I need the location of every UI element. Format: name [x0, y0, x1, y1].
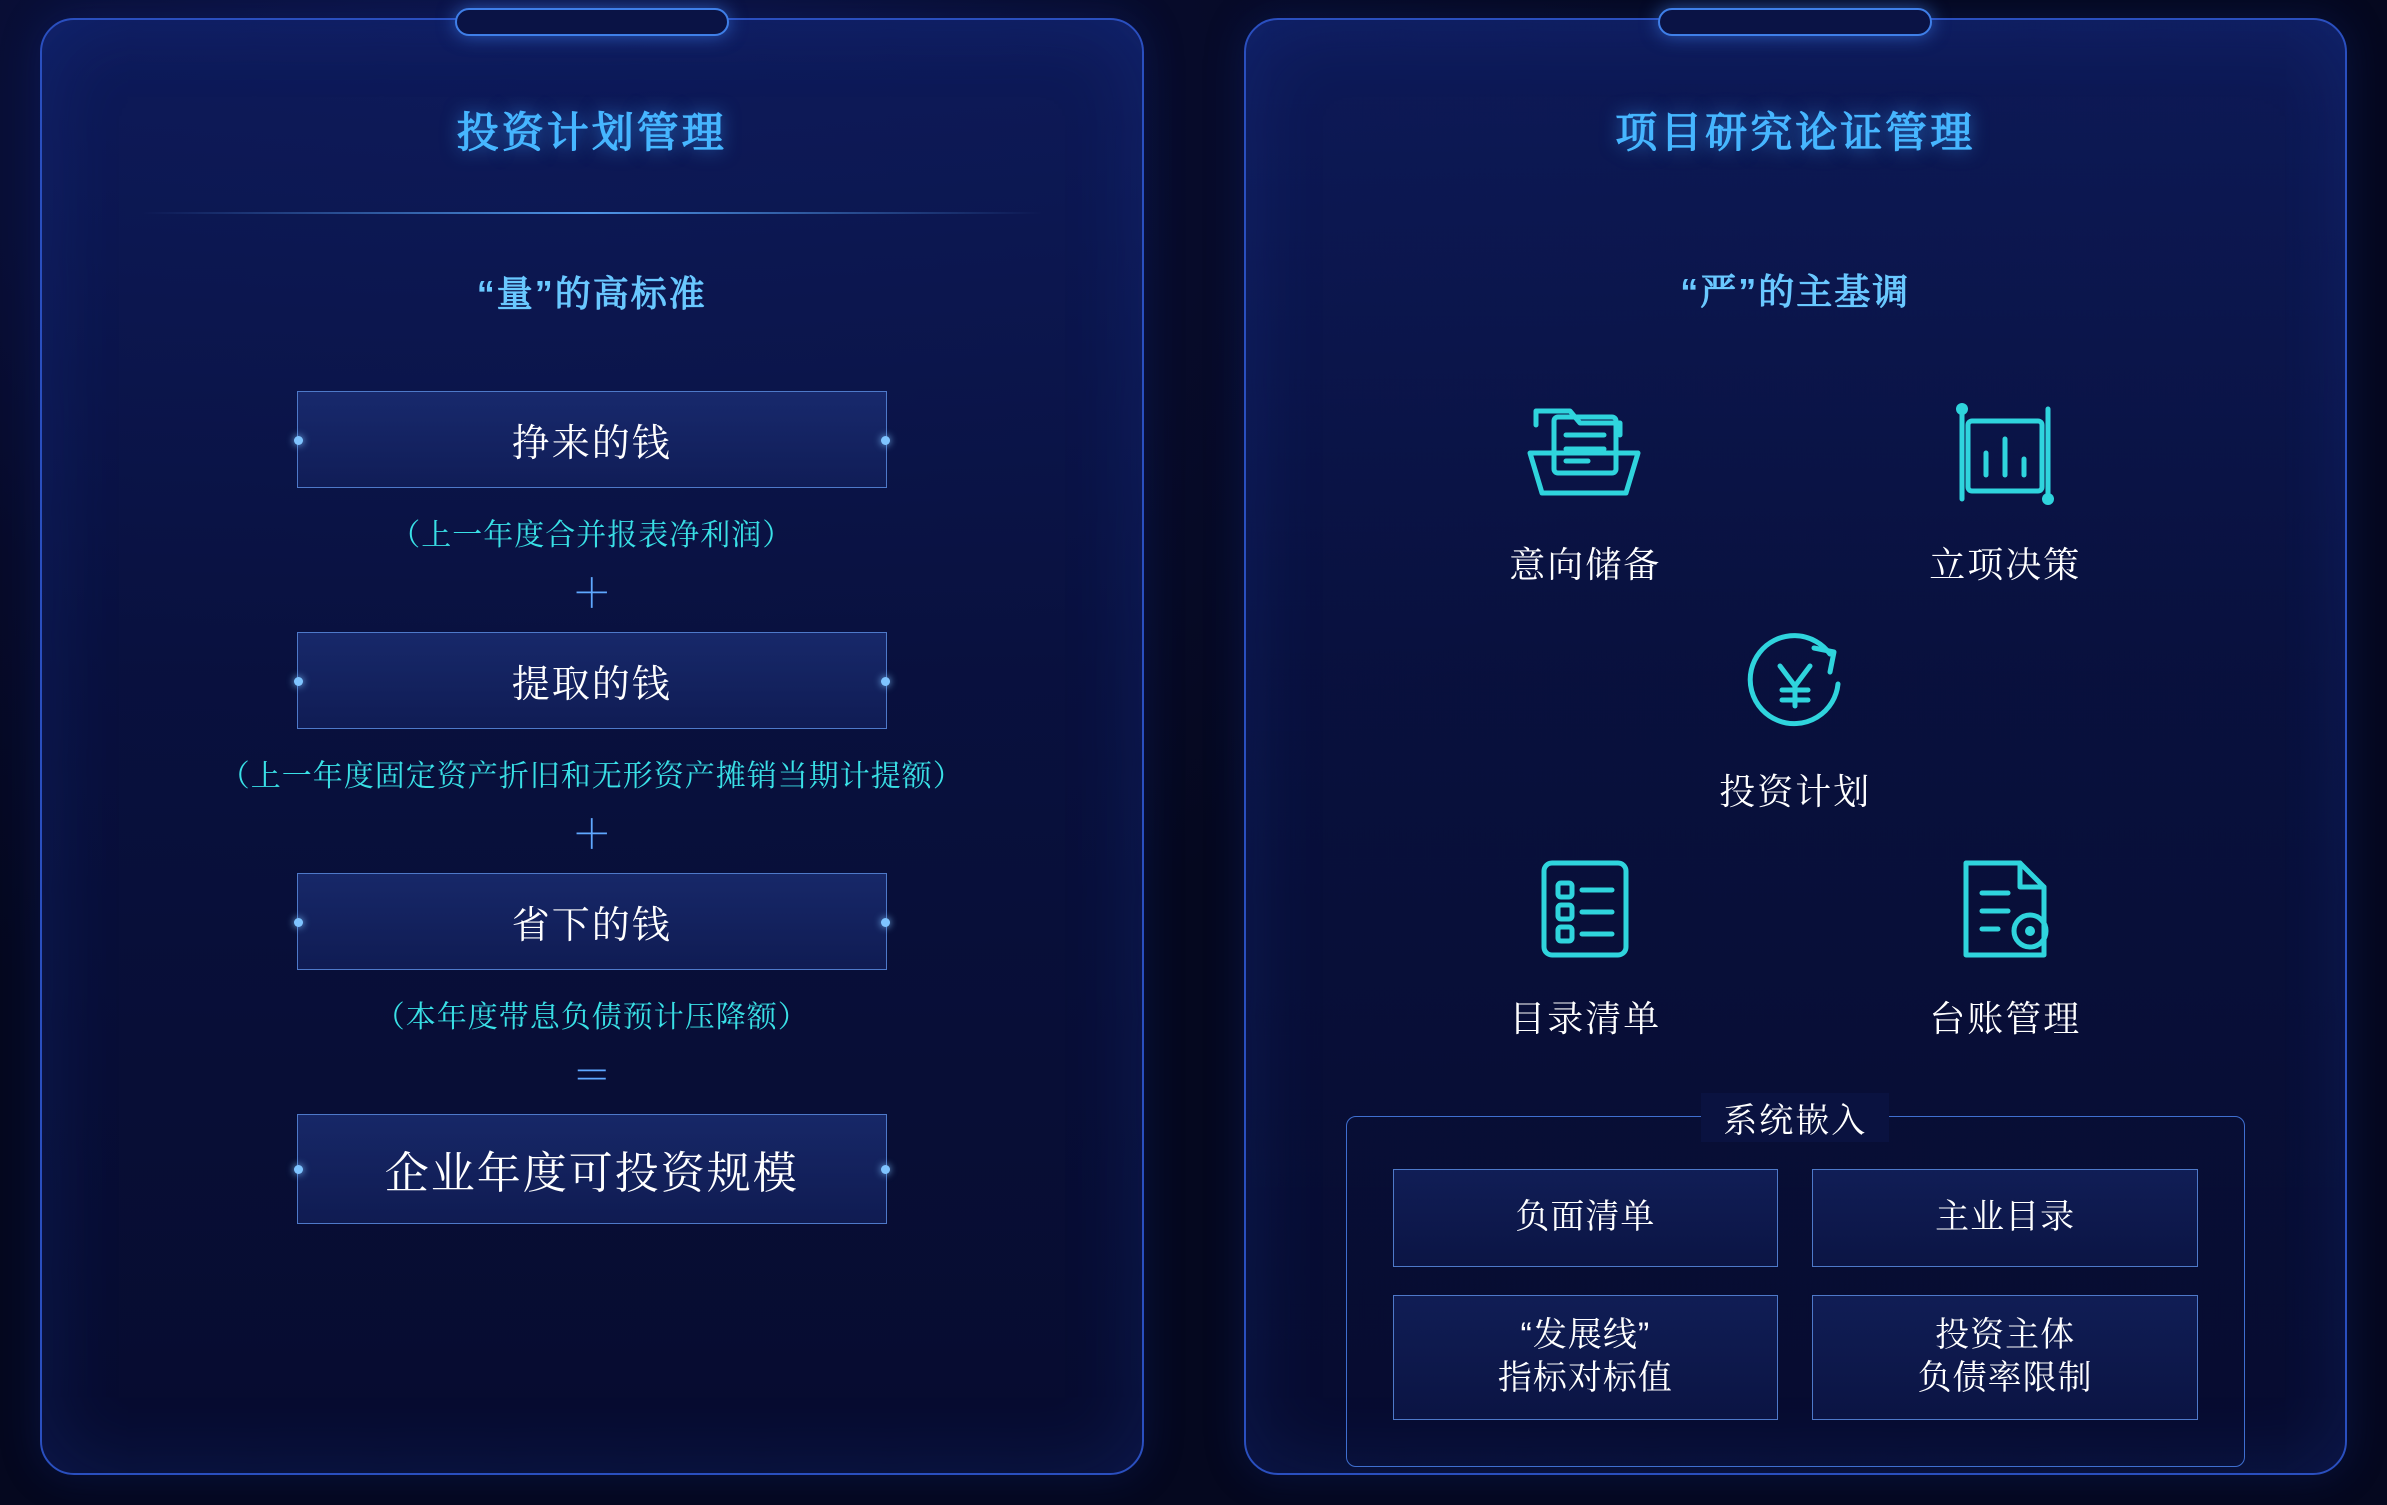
embed-box-development-benchmark: [1393, 1295, 1779, 1420]
connector-dot-right-icon: [881, 1165, 890, 1174]
capability-item-investment-plan: [1645, 622, 1945, 815]
formula-box-extracted: [297, 632, 887, 729]
bar-chart-icon: [1940, 395, 2070, 515]
formula-note-saved: （本年度带息负债预计压降额）: [374, 1001, 809, 1035]
capability-icon-row-2: [1306, 849, 2286, 1076]
connector-dot-right-icon: [881, 677, 890, 686]
connector-dot-right-icon: [881, 918, 890, 927]
formula-box-result: [297, 1114, 887, 1224]
left-panel-subtitle: “量”的高标准: [476, 273, 707, 315]
connector-dot-right-icon: [881, 436, 890, 445]
formula-result-label: 企业年度可投资规模: [384, 1149, 799, 1199]
formula-operator-plus-1: ＋: [571, 572, 612, 617]
formula-operator-plus-2: ＋: [571, 813, 612, 858]
document-gear-icon: [1940, 849, 2070, 969]
embedded-systems-legend: 系统嵌入: [1701, 1093, 1889, 1142]
formula-note-earned: （上一年度合并报表净利润）: [390, 519, 794, 553]
title-divider: [141, 212, 1042, 214]
capability-label: 台账管理: [1929, 998, 2082, 1040]
formula-box-label: 提取的钱: [511, 664, 672, 707]
formula-box-saved: [297, 873, 887, 970]
capability-item-intent-reserve: [1435, 395, 1735, 588]
embed-box-main-business-catalog: [1812, 1169, 2198, 1267]
embedded-systems-group: [1346, 1102, 2246, 1467]
folder-document-icon: [1520, 395, 1650, 515]
embed-box-line1: 负面清单: [1515, 1198, 1656, 1237]
yuan-refresh-icon: [1730, 622, 1860, 742]
capability-label: 意向储备: [1509, 544, 1662, 586]
embed-box-line1: 主业目录: [1935, 1198, 2076, 1237]
connector-dot-left-icon: [294, 436, 303, 445]
formula-box-label: 挣来的钱: [511, 423, 672, 466]
investment-plan-panel: [40, 18, 1144, 1475]
connector-dot-left-icon: [294, 677, 303, 686]
embed-box-line1: “发展线”: [1520, 1315, 1651, 1354]
embed-box-negative-list: [1393, 1169, 1779, 1267]
capability-item-project-decision: [1855, 395, 2155, 588]
left-panel-title: 投资计划管理: [456, 109, 727, 157]
capability-label: 目录清单: [1509, 998, 1662, 1040]
capability-icon-grid: [1306, 395, 2286, 849]
capability-item-catalog-list: [1435, 849, 1735, 1042]
project-research-panel: [1244, 18, 2348, 1475]
embed-box-line2: 负债率限制: [1917, 1359, 2093, 1398]
capability-label: 立项决策: [1929, 544, 2082, 586]
capability-item-ledger-management: [1855, 849, 2155, 1042]
investment-formula: [102, 391, 1082, 1224]
right-panel-subtitle: “严”的主基调: [1680, 271, 1911, 313]
right-panel-title: 项目研究论证管理: [1615, 109, 1976, 157]
connector-dot-left-icon: [294, 1165, 303, 1174]
formula-box-label: 省下的钱: [511, 905, 672, 948]
connector-dot-left-icon: [294, 918, 303, 927]
checklist-icon: [1520, 849, 1650, 969]
formula-note-extracted: （上一年度固定资产折旧和无形资产摊销当期计提额）: [219, 760, 964, 794]
capability-label: 投资计划: [1719, 771, 1872, 813]
embed-box-debt-ratio-limit: [1812, 1295, 2198, 1420]
formula-box-earned: [297, 391, 887, 488]
embed-box-line2: 指标对标值: [1497, 1359, 1673, 1398]
formula-operator-equals: ＝: [571, 1054, 612, 1099]
embed-box-line1: 投资主体: [1935, 1315, 2076, 1354]
